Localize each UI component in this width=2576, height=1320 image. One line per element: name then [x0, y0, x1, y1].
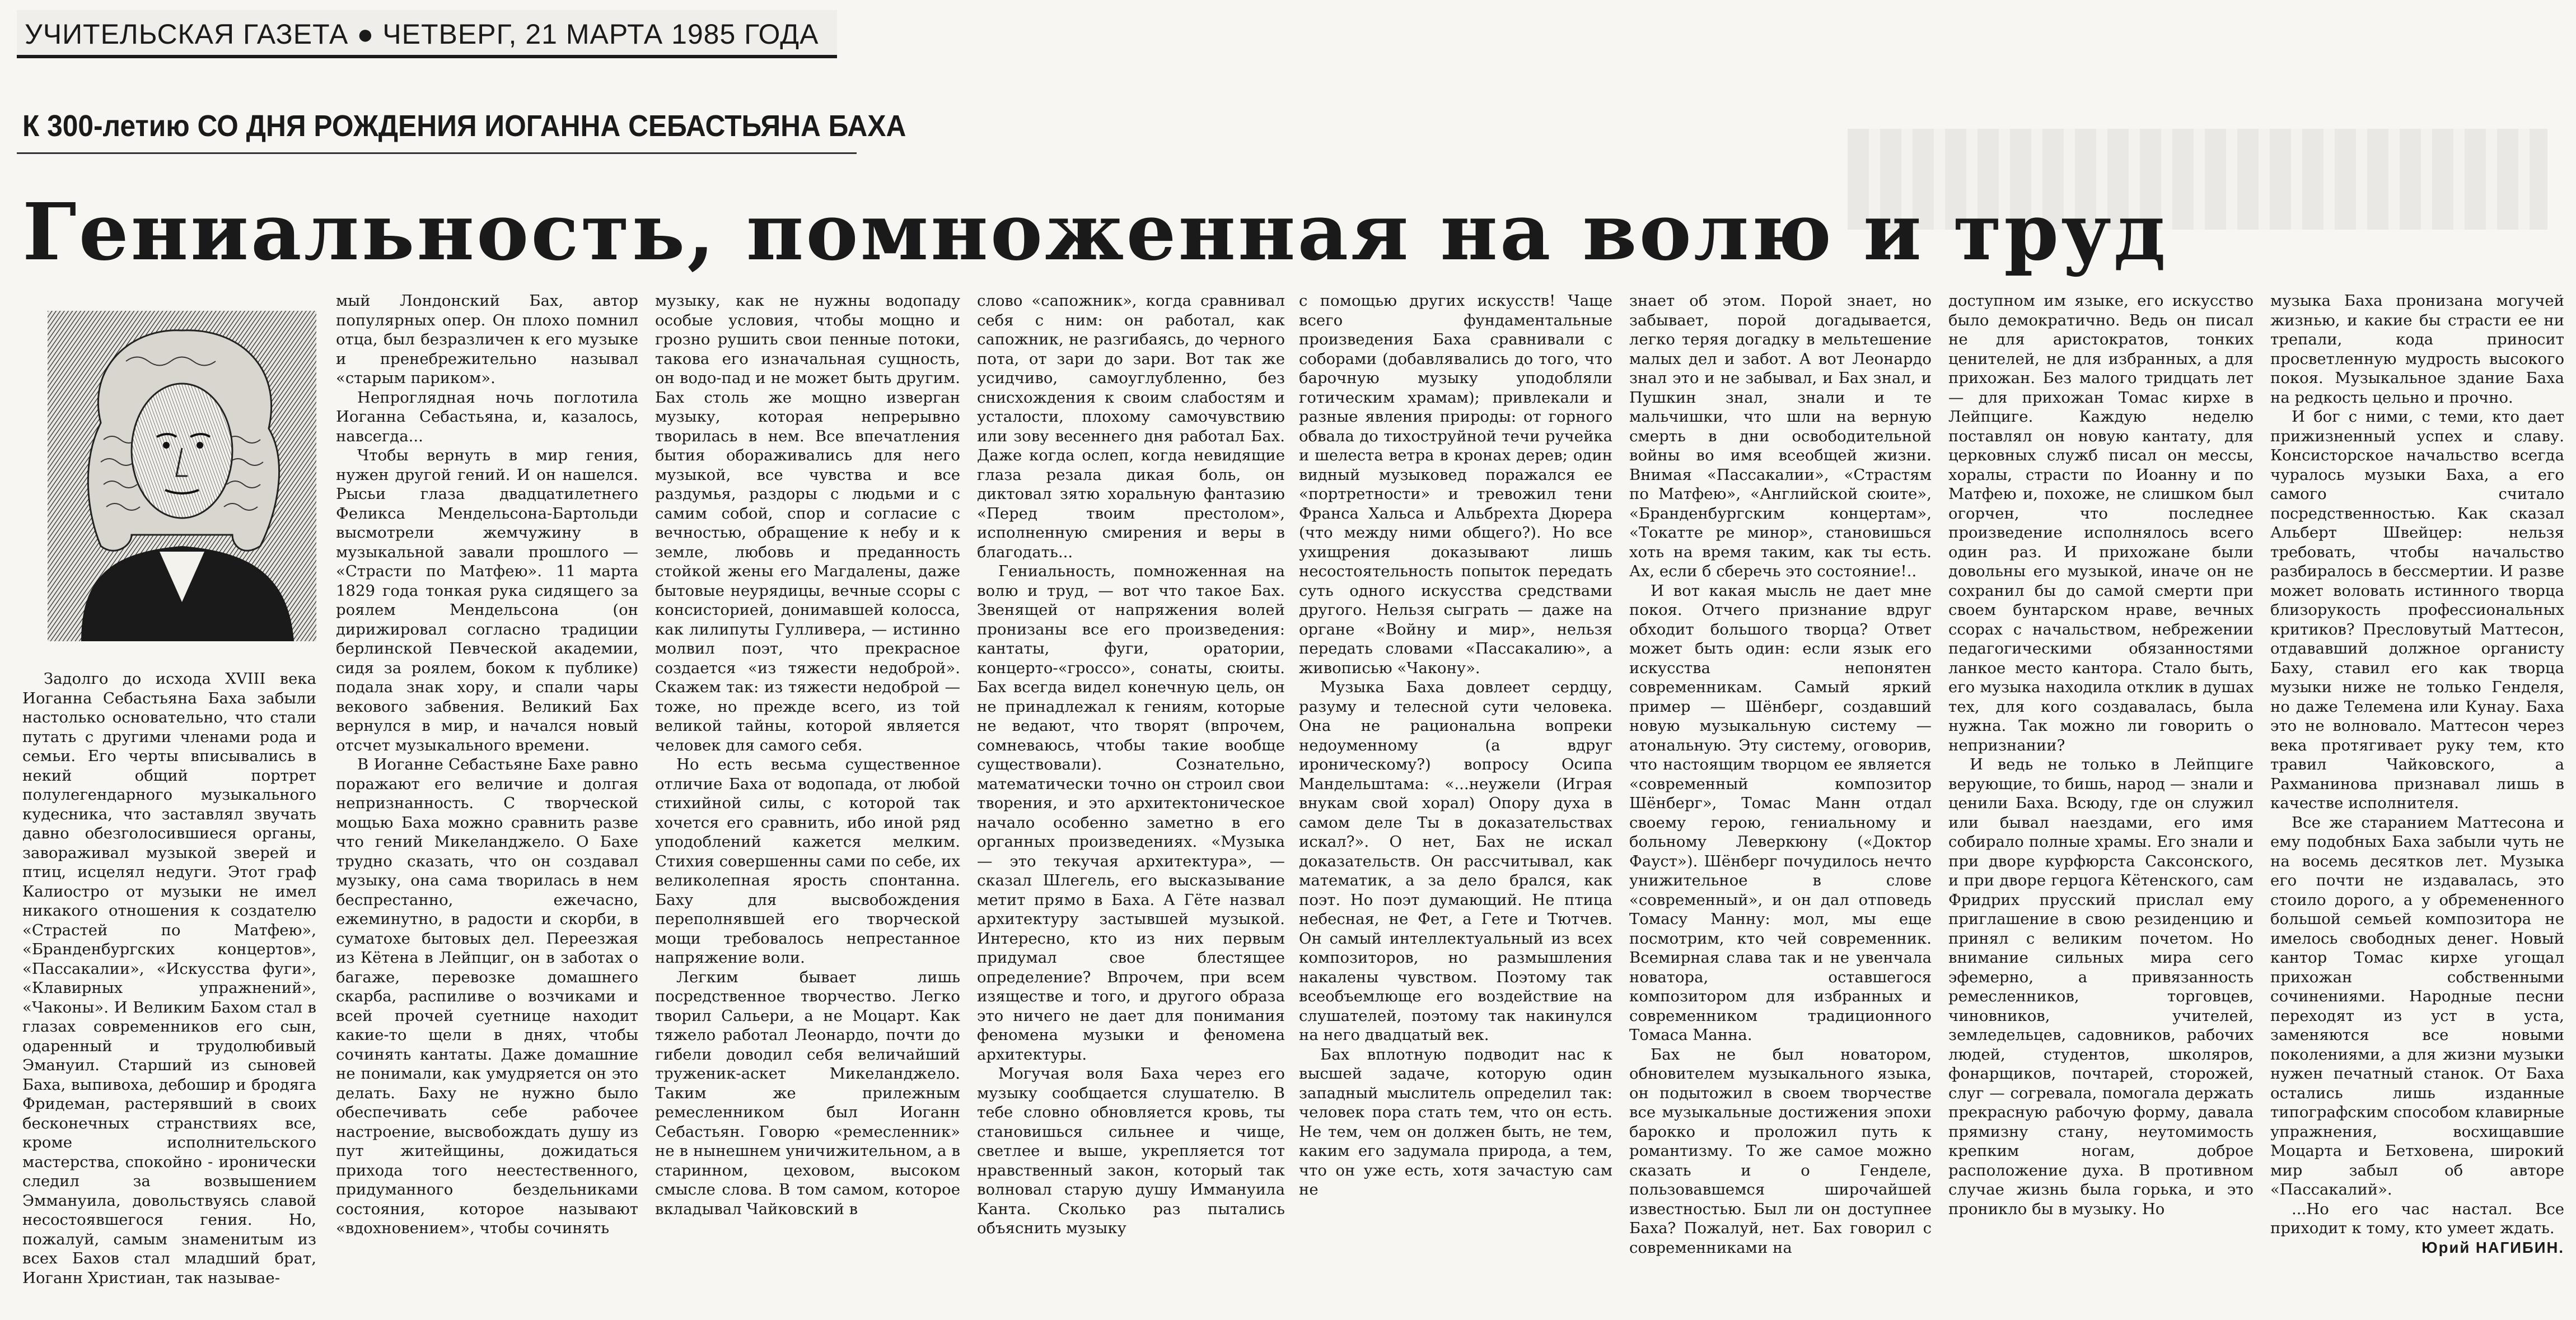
paragraph: Могучая воля Баха через его музыку сообщается слушателю. В тебе словно обновляется кровь, ты становишься сильнее и чище, светлее и выше, укрепляется тот нравственный закон, который так волновал старую душу Иммануила Канта. Сколько раз пытались объяснить музыку [977, 1065, 1285, 1237]
paragraph: Чтобы вернуть в мир гения, нужен другой гений. И он нашелся. Рысьи глаза двадцатилетнего Феликса Мендельсона-Бартольди высмотрели жемчужину в музыкальной завали прошлого — «Страсти по Матфею». 11 марта 1829 года тонкая рука сидящего за роялем Мендельсона (он дирижировал согласно традиции берлинской Певческой академии, сидя за роялем, боком к публике) подала знак хору, и спали чары векового забвения. Великий Бах вернулся в мир, и начался новый отсчет музыкального времени. [336, 446, 638, 754]
paragraph: Музыка Баха довлеет сердцу, разуму и телесной сути человека. Она не рациональна вопреки недоуменному (а вдруг ироническому?) вопросу Осипа Мандельштама: «...неужели (Играя внукам свой хорал) Опору духа в самом деле Ты в доказательствах искал?». О нет, Бах не искал доказательств. Он рассчитывал, как математик, а за дело брался, как поэт. Но поэт думающий. Не птица небесная, не Фет, а Гете и Тютчев. Он самый интеллектуальный из всех композиторов, но размышления накалены чувством. Поэтому так всеобъемлюще его воздействие на слушателей, поэтому так накинулся на него двадцатый век. [1299, 678, 1612, 1044]
paragraph: Все же старанием Маттесона и ему подобных Баха забыли чуть не на восемь десятков лет. Музыка его почти не издавалась, это стоило дорого, а у обремененного большой семьей композитора не имелось свободных денег. Новый кантор Томас кирхе угощал прихожан собственными сочинениями. Народные песни переходят из уст в уста, заменяются все новыми поколениями, а для жизни музыки нужен печатный станок. От Баха остались лишь изданные типографским способом клавирные упражнения, восхищавшие Моцарта и Бетховена, широкий мир забыл об авторе «Пассакалий». [2270, 813, 2564, 1198]
article-column-1 [22, 669, 316, 1313]
paragraph: И вот какая мысль не дает мне покоя. Отчего признание вдруг обходит большого творца? Ответ может быть один: если язык его искусства непонятен современникам. Самый яркий пример — Шёнберг, создавший новую музыкальную систему — атональную. Эту систему, оговорив, что настоящим творцом ее является «современный композитор Шёнберг», Томас Манн отдал своему герою, гениальному и больному Леверкюну («Доктор Фауст»). Шёнберг почудилось нечто унижительное в слове «современный», и он дал отповедь Томасу Манну: мол, мы еще посмотрим, кто чей современник. Всемирная слава так и не увенчала новатора, оставшегося композитором для избранных и современником традиционного Томаса Манна. [1629, 581, 1932, 1044]
article-column-3 [655, 291, 960, 1310]
paragraph: знает об этом. Порой знает, но забывает, порой догадывается, легко теряя догадку в мельтешение малых дел и забот. А вот Леонардо знал это и не забывал, и Бах знал, и Пушкин знал, знали и те мальчишки, что шли на верную смерть в дни освободительной войны во имя всеобщей жизни. Внимая «Пассакалии», «Страстям по Матфею», «Английской сюите», «Бранденбургским концертам», «Токатте ре минор», становишься хоть на время таким, как ты есть. Ах, если б сберечь это состояние!.. [1629, 292, 1932, 580]
paragraph: Бах не был новатором, обновителем музыкального языка, он подытожил в своем творчестве все музыкальные достижения эпохи барокко и проложил путь к романтизму. То же самое можно сказать и о Генделе, пользовавшемся широчайшей известностью. Был ли он доступнее Баха? Пожалуй, нет. Бах говорил с современниками на [1629, 1045, 1932, 1257]
paragraph: Задолго до исхода XVIII века Иоганна Себастьяна Баха забыли настолько основательно, что стали путать с другими членами рода и семьи. Его черты вписывались в некий общий портрет полулегендарного музыкального кудесника, что заставлял звучать давно обезголосившиеся органы, завораживал музыкой зверей и птиц, исцелял недуги. Этот граф Калиостро от музыки не имел никакого отношения к создателю «Страстей по Матфею», «Бранденбургских концертов», «Пассакалии», «Искусства фуги», «Клавирных упражнений», «Чаконы». И Великим Бахом стал в глазах современников его сын, одаренный и трудолюбивый Эмануил. Старший из сыновей Баха, выпивоха, дебошир и бродяга Фридеман, растерявший в своих бесконечных странствиях все, кроме исполнительского мастерства, спокойно - иронически следил за возвышением Эммануила, довольствуясь славой несостоявшегося гения. Но, пожалуй, самым знаменитым из всех Бахов стал младший брат, Иоганн Христиан, так называе- [22, 670, 316, 1287]
article-column-6 [1629, 291, 1932, 1310]
paragraph: ...Но его час настал. Все приходит к тому, кто умеет ждать. [2270, 1200, 2564, 1237]
paragraph: И бог с ними, с теми, кто дает прижизненный успех и славу. Консисторское начальство всегда чуралось музыки Баха, а его самого считало посредственностью. Как сказал Альберт Швейцер: нельзя требовать, чтобы начальство разбиралось в бессмертии. И разве может воловать истинного творца близорукость профессиональных критиков? Пресловутый Маттесон, отдававший должное органисту Баху, ставил его как творца музыки ниже не только Генделя, но даже Телемена или Кунау. Баха это не волновало. Маттесон через века протягивает руку тем, кто травил Чайковского, а Рахманинова признавал лишь в качестве исполнителя. [2270, 408, 2564, 812]
paragraph: Легким бывает лишь посредственное творчество. Легко творил Сальери, а не Моцарт. Как тяжело работал Леонардо, почти до гибели доводил себя величайший труженик-аскет Микеланджело. Таким же прилежным ремесленником был Иоганн Себастьян. Говорю «ремесленник» не в нынешнем уничижительном, а в старинном, цеховом, высоком смысле слова. В том самом, которое вкладывал Чайковский в [655, 968, 960, 1218]
paragraph: музыка Баха пронизана могучей жизнью, и какие бы страсти ее ни трепали, кода приносит просветленную мудрость высокого покоя. Музыкальное здание Баха на редкость цельно и прочно. [2270, 292, 2564, 407]
bach-portrait-icon [48, 311, 316, 641]
newspaper-masthead: УЧИТЕЛЬСКАЯ ГАЗЕТА ● ЧЕТВЕРГ, 21 МАРТА 1985 ГОДА [17, 10, 837, 58]
article-headline: Гениальность, помноженная на волю и труд [22, 186, 2168, 278]
author-signature: Юрий НАГИБИН. [2421, 1238, 2564, 1256]
article-column-4 [977, 291, 1285, 1310]
article-column-8 [2270, 291, 2564, 1310]
paragraph: музыку, как не нужны водопаду особые условия, чтобы мощно и грозно рушить свои пенные потоки, такова его изначальная сущность, он водо-пад и не может быть другим. Бах столь же мощно изверган музыку, которая непрерывно творилась в нем. Все впечатления бытия обораживались для него музыкой, все чувства и все раздумья, раздоры с людьми и с самим собой, спор и согласие с вечностью, обращение к небу и к земле, любовь и преданность стойкой жены его Магдалены, даже бытовые неурядицы, вечные ссоры с консисторией, донимавшей колосса, как лилипуты Гулливера, — истинно молвил поэт, что прекрасное создается «из тяжести недоброй». Скажем так: из тяжести недоброй — тоже, но прежде всего, из той великой тайны, которой является человек для самого себя. [655, 292, 960, 754]
article-column-2 [336, 291, 638, 1310]
article-column-5 [1299, 291, 1612, 1310]
section-rubric: К 300-летию СО ДНЯ РОЖДЕНИЯ ИОГАННА СЕБАСТЬЯНА БАХА [22, 109, 906, 143]
paragraph: Непроглядная ночь поглотила Иоганна Себастьяна, и, казалось, навсегда... [336, 388, 638, 445]
paragraph: И ведь не только в Лейпциге верующие, то бишь, народ — знали и ценили Баха. Всюду, где он служил или бывал наездами, его имя собирало полные храмы. Его знали и при дворе курфюрста Саксонского, и при дворе герцога Кётенского, сам Фридрих прусский прислал ему приглашение в свою резиденцию и принял с великим почетом. Но внимание сильных мира сего эфемерно, а привязанность ремесленников, торговцев, чиновников, учителей, земледельцев, садовников, рабочих людей, студентов, школяров, фонарщиков, почтарей, сторожей, слуг — согревала, помогала держать прекрасную рабочую форму, давала прямизну стану, неутомимость крепким ногам, доброе расположение духа. В противном случае жизнь была горька, и это проникло бы в музыку. Но [1948, 755, 2254, 1218]
rubric-divider [17, 152, 857, 154]
paragraph: мый Лондонский Бах, автор популярных опер. Он плохо помнил отца, был безразличен к его музыке и пренебрежительно называл «старым париком». [336, 292, 638, 387]
paragraph: с помощью других искусств! Чаще всего фундаментальные произведения Баха сравнивали с соборами (добавлявались до того, что барочную музыку уподобляли готическим храмам); привлекали и разные явления природы: от горного обвала до тихоструйной течи ручейка и шелеста ветра в кронах дерев; один видный музыковед поражался ее «портретности» и тревожил тени Франса Хальса и Альбрехта Дюрера (что между ними общего?). Но все ухищрения доказывают лишь несостоятельность попыток передать суть одного искусства средствами другого. Нельзя сыграть — даже на органе «Войну и мир», нельзя передать словами «Пассакалию», а живописью «Чакону». [1299, 292, 1612, 677]
article-column-7 [1948, 291, 2254, 1310]
paragraph: Но есть весьма существенное отличие Баха от водопада, от любой стихийной силы, с которой так хочется его сравнить, ибо иной ряд уподоблений кажется мелким. Стихия совершенны сами по себе, их великолепная ярость спонтанна. Баху для высвобождения переполнявшей его творческой мощи требовалось непрестанное напряжение воли. [655, 755, 960, 967]
paragraph: Бах вплотную подводит нас к высшей задаче, которую один западный мыслитель определил так: человек пора стать тем, что он есть. Не тем, чем он должен быть, не тем, каким его задумала природа, а тем, что он уже есть, хотя зачастую сам не [1299, 1045, 1612, 1198]
paragraph: Гениальность, помноженная на волю и труд, — вот что такое Бах. Звенящей от напряжения волей пронизаны все его произведения: кантаты, фуги, оратории, концерто-«гроссо», сонаты, сюиты. Бах всегда видел конечную цель, он не принадлежал к гениям, которые не ведают, что творят (впрочем, сомневаюсь, чтобы такие вообще существовали). Сознательно, математически точно он строил свои творения, и это архитектоническое начало особенно заметно в его органных произведениях. «Музыка — это текучая архитектура», — сказал Шлегель, его высказывание метит прямо в Баха. А Гёте назвал архитектуру застывшей музыкой. Интересно, кто из них первым придумал свое блестящее определение? Впрочем, при всем изяществе и того, и другого образа это ничего не дает для понимания феномена музыки и феномена архитектуры. [977, 562, 1285, 1064]
paragraph: слово «сапожник», когда сравнивал себя с ним: он работал, как сапожник, не разгибаясь, до черного пота, от зари до зари. Вот так же усидчиво, самоуглубленно, без снисхождения к своим слабостям и усталости, плохому самочувствию или зову весеннего дня работал Бах. Даже когда ослеп, когда невидящие глаза резала дикая боль, он диктовал зятю хоральную фантазию «Перед твоим престолом», исполненную смирения и веры в благодать... [977, 292, 1285, 561]
paragraph: доступном им языке, его искусство было демократично. Ведь он писал не для аристократов, тонких ценителей, не для избранных, а для прихожан. Без малого тридцать лет — для прихожан Томас кирхе в Лейпциге. Каждую неделю поставлял он новую кантату, для церковных служб писал он мессы, хоралы, страсти по Иоанну и по Матфею и, похоже, не слишком был огорчен, что последнее произведение исполнялось всего один раз. И прихожане были довольны его музыкой, иначе он не сохранил бы до самой смерти при своем бунтарском нраве, вечных ссорах с начальством, небрежении педагогическими обязанностями ланкое место кантора. Стало быть, его музыка находила отклик в душах тех, для кого создавалась, была нужна. Так можно ли говорить о непризнании? [1948, 292, 2254, 754]
paragraph: В Иоганне Себастьяне Бахе равно поражают его величие и долгая непризнанность. С творческой мощью Баха можно сравнить разве что гений Микеланджело. О Бахе трудно сказать, что он создавал музыку, она сама творилась в нем беспрестанно, ежечасно, ежеминутно, в радости и скорби, в суматохе бытовых дел. Переезжая из Кётена в Лейпциг, он в заботах о багаже, перевозке домашнего скарба, распиливе о возчиками и всей прочей суетнице находит какие-то щели в днях, чтобы сочинять кантаты. Даже домашние не понимали, как умудряется он это делать. Баху не нужно было обеспечивать себе рабочее настроение, высвобождать душу из пут житейщины, дожидаться прихода того неестественного, придуманного бездельниками состояния, которое называют «вдохновением», чтобы сочинять [336, 755, 638, 1237]
